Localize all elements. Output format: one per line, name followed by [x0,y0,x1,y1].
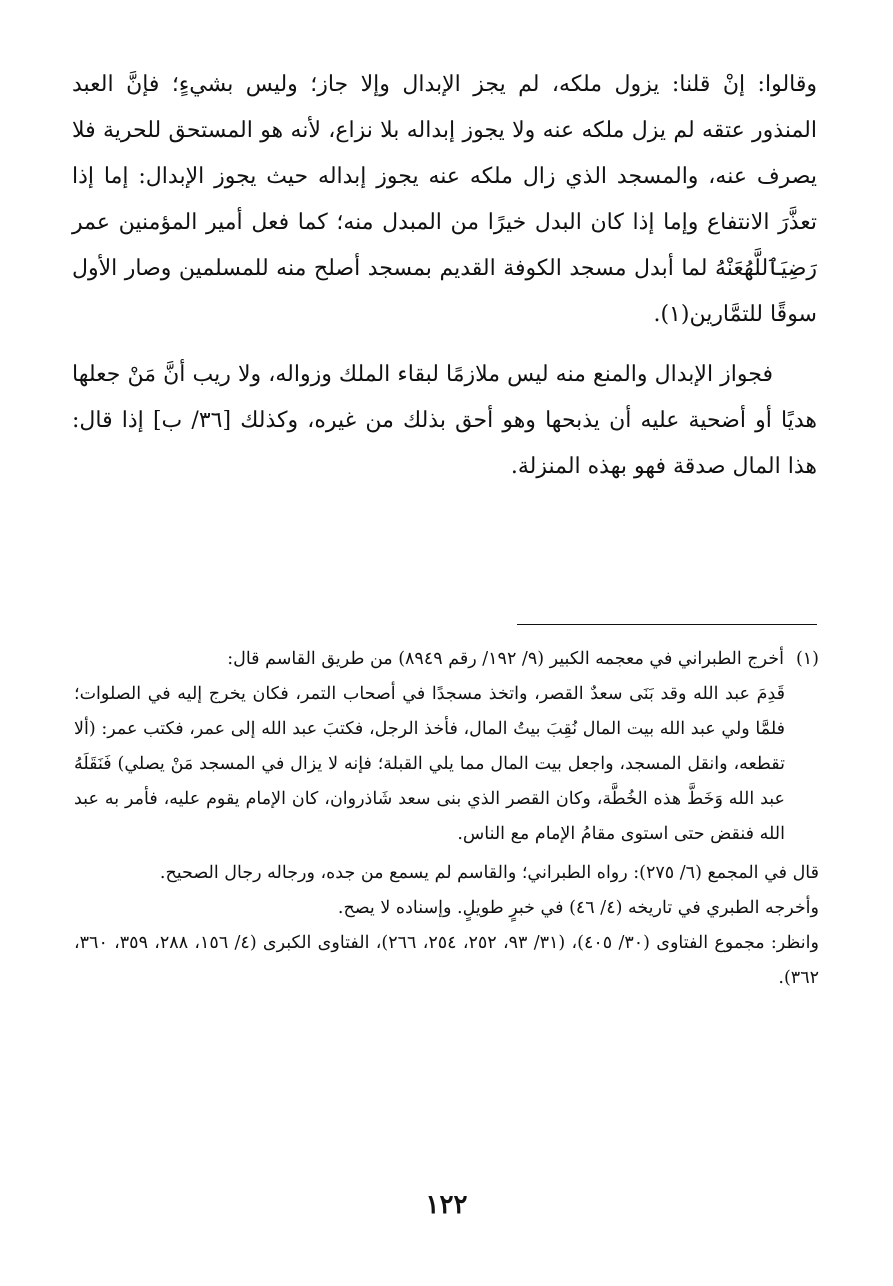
footnote-number: (١) [795,649,819,669]
footnote-1 [74,642,819,677]
page-number: ١٢٢ [425,1190,468,1220]
paragraph-2: فجواز الإبدال والمنع منه ليس ملازمًا لبقاء الملك وزواله، ولا ريب أنَّ مَنْ جعلها هديًا أو أضحية عليه أن يذبحها وهو أحق بذلك من غيره، وكذلك [٣٦/ ب] إذا قال: هذا المال صدقة فهو بهذه المنزلة. [72,362,817,479]
main-text [72,62,817,490]
footnotes [74,642,819,996]
paragraph-1: وقالوا: إنْ قلنا: يزول ملكه، لم يجز الإبدال وإلا جاز؛ وليس بشيءٍ؛ فإنَّ العبد المنذور عتقه لم يزل ملكه عنه ولا يجوز إبداله بلا نزاع، لأنه هو المستحق للحرية فلا يصرف عنه، والمسجد الذي زال ملكه عنه يجوز إبداله حيث يجوز الإبدال: إما إذا تعذَّرَ الانتفاع وإما إذا كان البدل خيرًا من المبدل منه؛ كما فعل أمير المؤمنين عمر رَضِيَٱللَّهُعَنْهُ لما أبدل مسجد الكوفة القديم بمسجد أصلح منه للمسلمين وصار الأول سوقًا للتمَّارين(١). [72,72,817,327]
footnote-tabari: وأخرجه الطبري في تاريخه (٤/ ٤٦) في خبرٍ طويلٍ. وإسناده لا يصح. [337,898,819,918]
footnote-quote: قَدِمَ عبد الله وقد بَنَى سعدٌ القصر، واتخذ مسجدًا في أصحاب التمر، فكان يخرج إليه في الصلوات؛ فلمَّا ولي عبد الله بيت المال نُقِبَ بيتُ المال، فأخذ الرجل، فكتبَ عبد الله إلى عمر، فكتب عمر: (ألا تقطعه، وانقل المسجد، واجعل بيت المال مما يلي القبلة؛ فإنه لا يزال في المسجد مَنْ يصلي) فَنَقَلَهُ عبد الله وَخَطَّ هذه الخُطَّة، وكان القصر الذي بنى سعد شَاذروان، كان الإمام يقوم عليه، فأمر به عبد الله فنقض حتى استوى مقامُ الإمام مع الناس. [74,684,785,844]
footnote-majma: قال في المجمع (٦/ ٢٧٥): رواه الطبراني؛ والقاسم لم يسمع من جده، ورجاله رجال الصحيح. [159,863,819,883]
footnote-intro: أخرج الطبراني في معجمه الكبير (٩/ ١٩٢/ رقم ٨٩٤٩) من طريق القاسم قال: [227,649,784,669]
footnote-see-also: وانظر: مجموع الفتاوى (٣٠/ ٤٠٥)، (٣١/ ٩٣، ٢٥٢، ٢٥٤، ٢٦٦)، الفتاوى الكبرى (٤/ ١٥٦، ٢٨٨، ٣٥٩، ٣٦٠، ٣٦٢). [74,933,819,988]
footnote-separator [517,624,817,625]
